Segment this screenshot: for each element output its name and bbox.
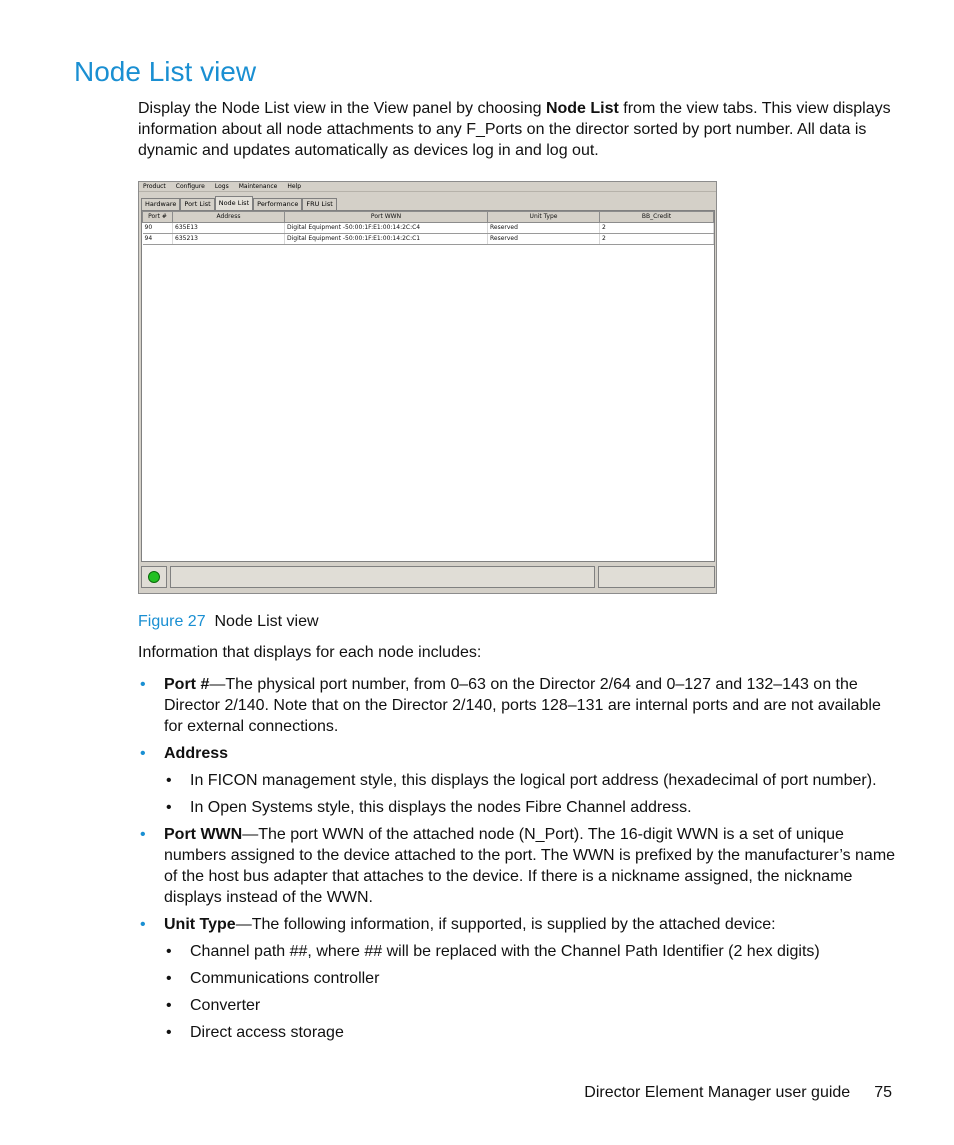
tab-fru-list[interactable]: FRU List	[302, 198, 336, 210]
node-list-screenshot	[138, 181, 717, 594]
view-tabs	[141, 196, 337, 210]
term-address: Address	[164, 745, 229, 762]
figure-caption	[138, 611, 319, 632]
list-item	[138, 674, 898, 737]
tab-port-list[interactable]: Port List	[180, 198, 214, 210]
term-unit-type: Unit Type	[164, 916, 236, 933]
page-title: Node List view	[74, 56, 257, 87]
tab-hardware[interactable]: Hardware	[141, 198, 180, 210]
menu-maintenance[interactable]: Maintenance	[238, 183, 278, 190]
menu-product[interactable]: Product	[143, 183, 166, 190]
list-item	[138, 743, 898, 818]
term-port-wwn: Port WWN	[164, 826, 243, 843]
table-row[interactable]	[143, 234, 714, 245]
list-item: • Direct access storage	[164, 1022, 898, 1043]
table-row[interactable]	[143, 223, 714, 234]
desc-port: —The physical port number, from 0–63 on the Director 2/64 and 0–127 and 132–143 on the Director 2/140. Note that on the Director 2/140, ports 128–131 are internal ports and are not available for external connections.	[164, 676, 881, 735]
info-intro: Information that displays for each node includes:	[138, 644, 482, 661]
list-item: • Converter	[164, 995, 898, 1016]
cell-unit-type: Reserved	[488, 223, 600, 234]
cell-port: 94	[143, 234, 173, 245]
desc-unit-type: —The following information, if supported, is supplied by the attached device:	[235, 916, 776, 933]
node-table	[142, 211, 714, 245]
cell-unit-type: Reserved	[488, 234, 600, 245]
node-info-list	[138, 674, 898, 1049]
cell-address: 635213	[173, 234, 285, 245]
status-message-box	[170, 566, 595, 588]
cell-bb-credit: 2	[600, 234, 714, 245]
figure-caption-text: Node List view	[214, 613, 319, 630]
term-port: Port #	[164, 676, 210, 693]
column-header-unit-type[interactable]: Unit Type	[488, 212, 600, 223]
column-header-port-wwn[interactable]: Port WWN	[285, 212, 488, 223]
desc-port-wwn: —The port WWN of the attached node (N_Port). The 16-digit WWN is a set of unique numbers assigned to the device attached to the port. The WWN is prefixed by the manufacturer’s name of the host bus adapter that attaches to the device. If there is a nickname assigned, the nickname displays instead of the WWN.	[164, 826, 896, 906]
cell-address: 635E13	[173, 223, 285, 234]
status-led-box	[141, 566, 167, 588]
column-header-address[interactable]: Address	[173, 212, 285, 223]
status-bar	[141, 566, 715, 590]
menu-configure[interactable]: Configure	[175, 183, 205, 190]
unit-type-sublist	[164, 941, 898, 1043]
column-header-bb-credit[interactable]: BB_Credit	[600, 212, 714, 223]
menu-bar	[139, 182, 716, 192]
list-item: • Communications controller	[164, 968, 898, 989]
address-sublist	[164, 770, 898, 818]
tab-performance[interactable]: Performance	[253, 198, 302, 210]
list-item: • In Open Systems style, this displays the nodes Fibre Channel address.	[164, 797, 898, 818]
page-footer	[584, 1082, 892, 1103]
tab-node-list[interactable]: Node List	[215, 196, 253, 210]
intro-text-before: Display the Node List view in the View panel by choosing	[138, 100, 546, 117]
figure-label: Figure 27	[138, 613, 206, 630]
column-header-port[interactable]: Port #	[143, 212, 173, 223]
menu-help[interactable]: Help	[287, 183, 302, 190]
intro-bold-term: Node List	[545, 100, 619, 117]
cell-bb-credit: 2	[600, 223, 714, 234]
node-table-panel	[141, 210, 715, 562]
cell-port: 90	[143, 223, 173, 234]
list-item: • In FICON management style, this displays the logical port address (hexadecimal of port number).	[164, 770, 898, 791]
menu-logs[interactable]: Logs	[214, 183, 229, 190]
cell-port-wwn: Digital Equipment -50:00:1F:E1:00:14:2C:C4	[285, 223, 488, 234]
status-info-box	[598, 566, 715, 588]
list-item: • Channel path ##, where ## will be replaced with the Channel Path Identifier (2 hex digits)	[164, 941, 898, 962]
footer-guide-title: Director Element Manager user guide	[584, 1084, 851, 1101]
intro-text-after: from the view tabs. This view displays information about all node attachments to any F_Ports on the director sorted by port number. All data is dynamic and updates automatically as devices log in and log out.	[138, 100, 891, 159]
list-item	[138, 914, 898, 1043]
intro-paragraph	[138, 98, 898, 161]
cell-port-wwn: Digital Equipment -50:00:1F:E1:00:14:2C:C1	[285, 234, 488, 245]
list-item	[138, 824, 898, 908]
status-led-icon	[148, 571, 160, 583]
page-number: 75	[874, 1084, 892, 1101]
